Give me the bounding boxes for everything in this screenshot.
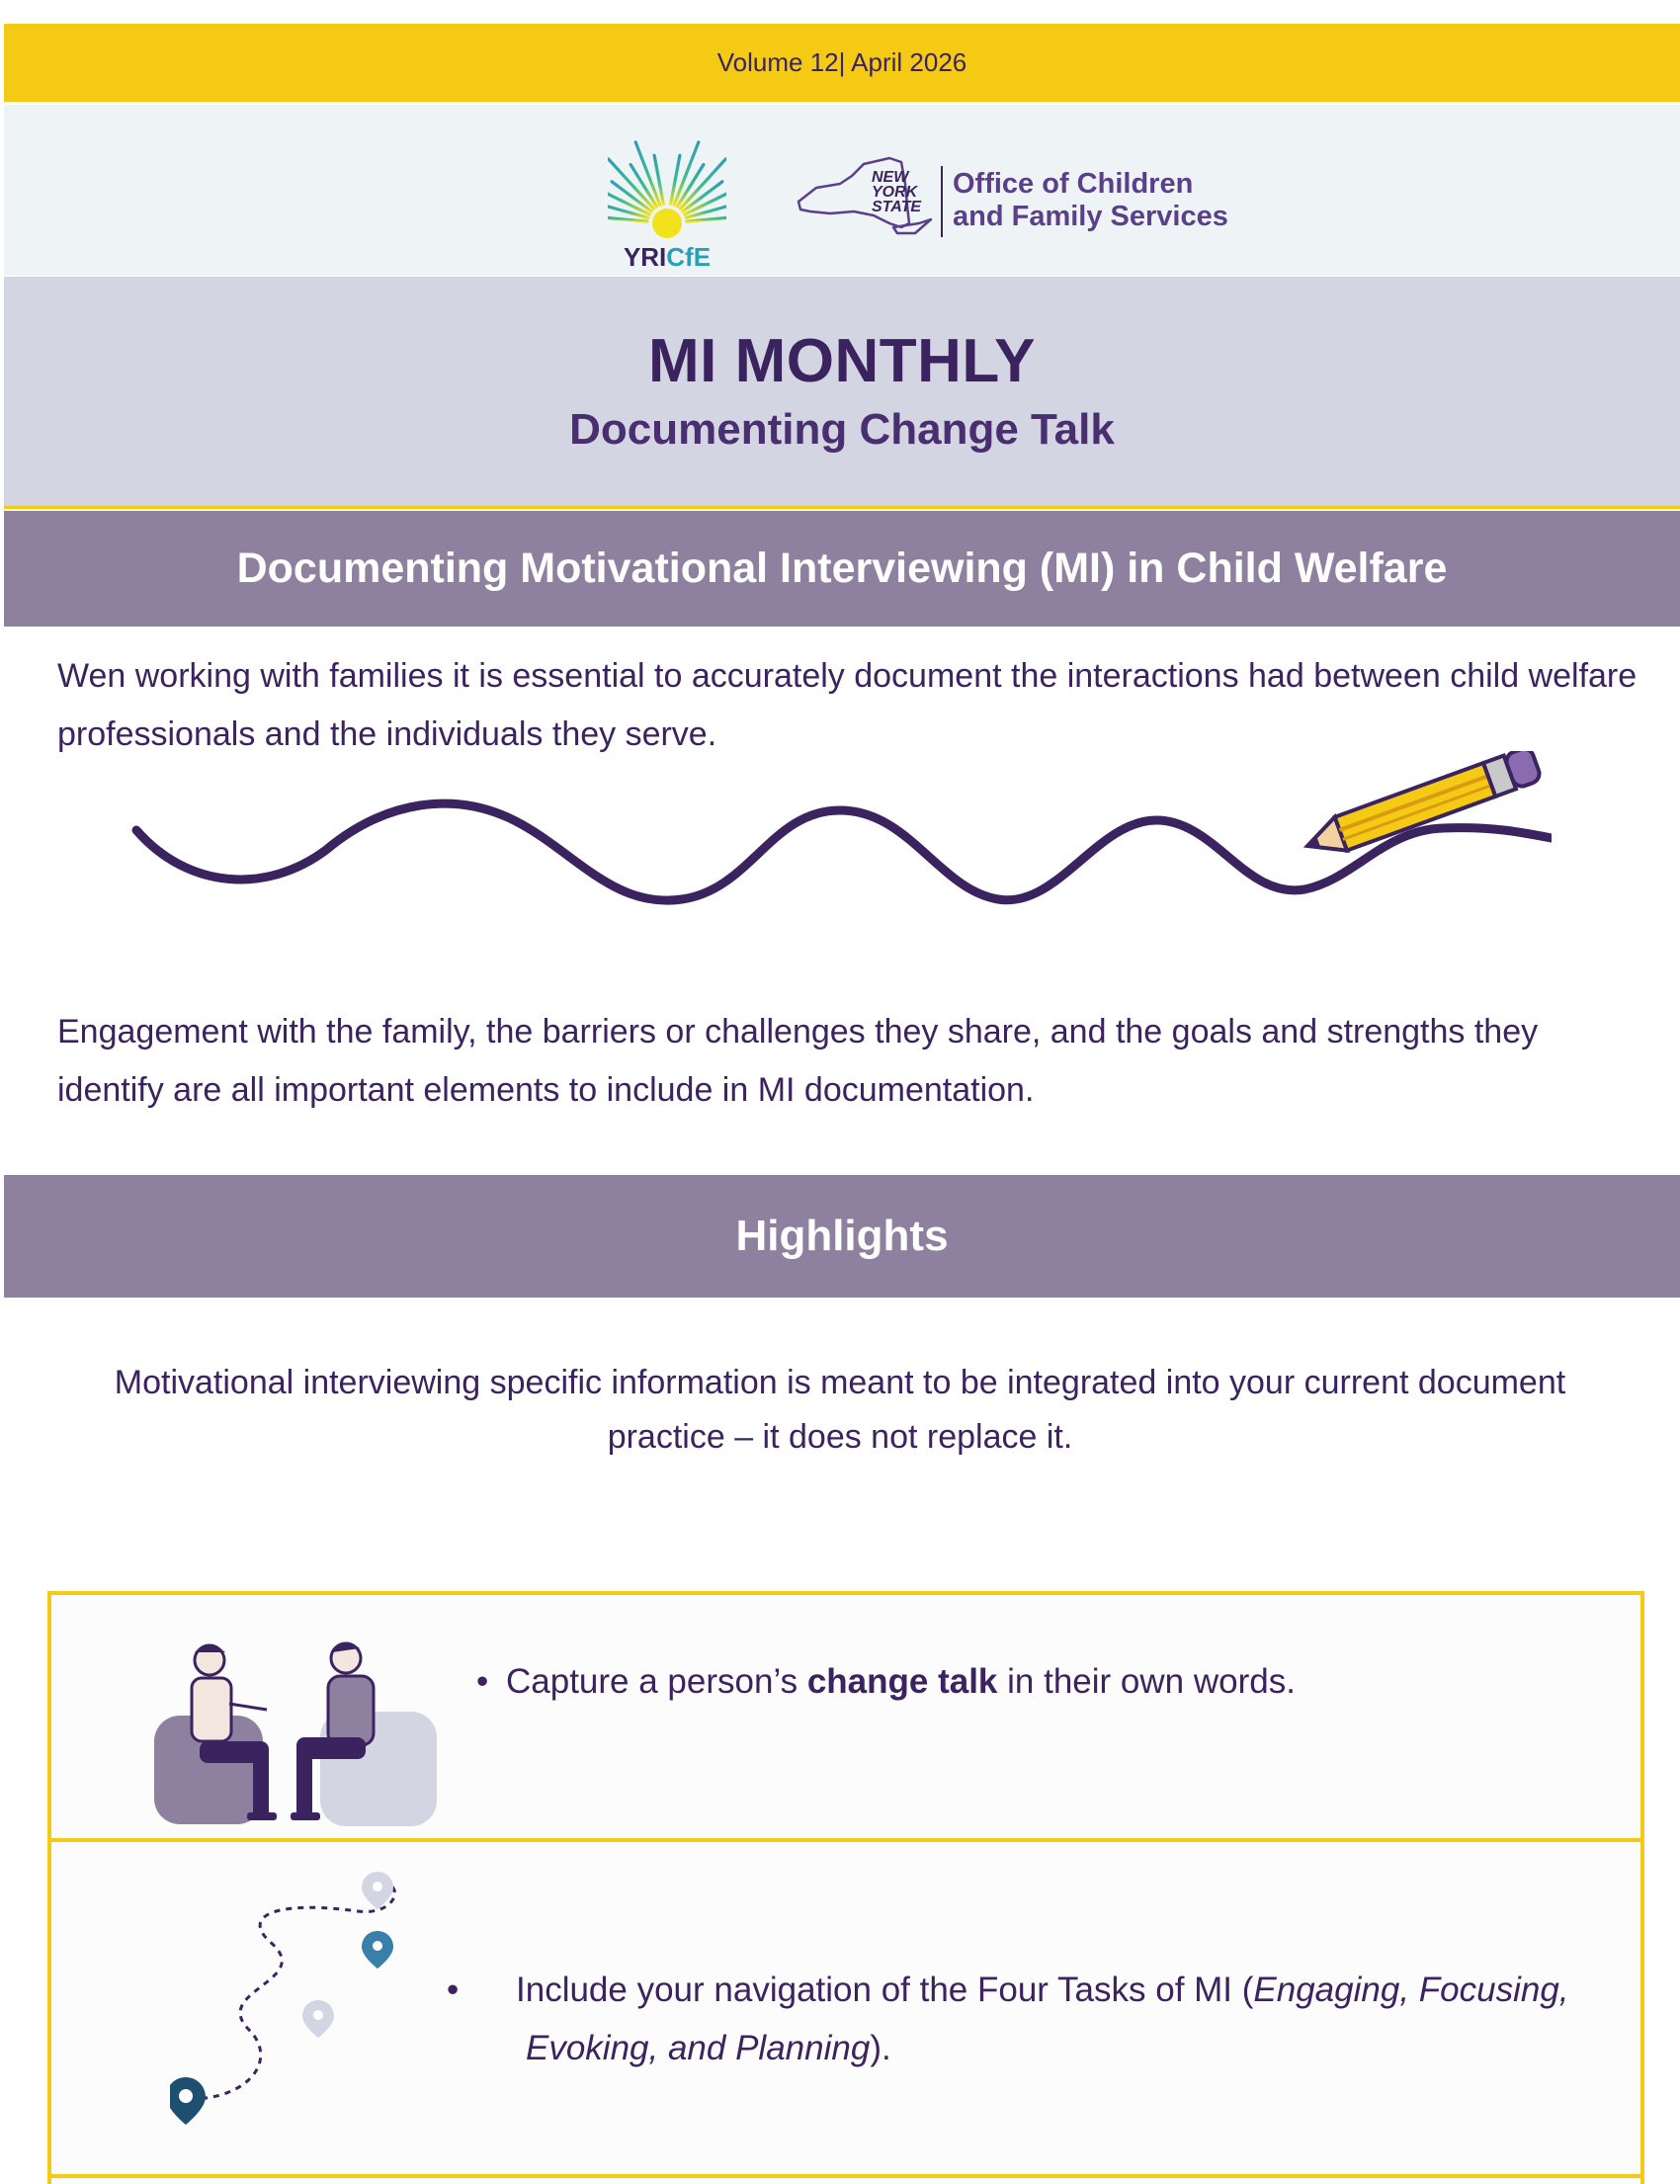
nys-wordmark: NEW YORK STATE (872, 169, 922, 215)
map-pin-icon (170, 2077, 206, 2125)
newsletter-title: MI MONTHLY (648, 327, 1036, 395)
ocfs-logo (795, 154, 1249, 253)
intro-paragraph: Wen working with families it is essential to accurately document the interactions had between child welfare professionals and the individuals they serve. (57, 657, 1638, 753)
newsletter-subtitle: Documenting Change Talk (569, 405, 1115, 454)
sunburst-icon (608, 132, 726, 243)
map-pin-icon (362, 1931, 393, 1969)
logo-band (4, 105, 1680, 276)
pencil-line-illustration (128, 751, 1552, 929)
highlight-row (51, 1842, 1640, 2178)
section-heading-documenting: Documenting Motivational Interviewing (MI) in Child Welfare (4, 511, 1680, 627)
yricfe-logo (608, 132, 726, 273)
highlights-intro: Motivational interviewing specific information is meant to be integrated into your current document practice – it does not replace it. (114, 1364, 1566, 1456)
highlight-item-change-talk: • Capture a person’s change talk in their own words. (476, 1662, 1296, 1701)
yricfe-wordmark: YRICfE (623, 242, 712, 272)
highlight-row (51, 1595, 1640, 1842)
map-path-pins-icon (170, 1862, 447, 2158)
ocfs-wordmark: Office of Children and Family Services (953, 168, 1228, 232)
sun-ray (685, 185, 726, 214)
map-pin-icon (362, 1872, 393, 1909)
map-pin-icon (302, 2000, 334, 2038)
highlight-item-four-tasks: • Include your navigation of the Four Tasks of MI (Engaging, Focusing, Evoking, and Planning). (447, 1971, 1569, 2067)
title-band (4, 277, 1680, 509)
engagement-paragraph: Engagement with the family, the barriers or challenges they share, and the goals and strengths they identify are all important elements to include in MI documentation. (57, 1013, 1539, 1109)
issue-text: Volume 12| April 2026 (716, 47, 967, 77)
pencil-icon (1302, 751, 1542, 863)
highlights-table (47, 1591, 1644, 2184)
sun-ray (608, 185, 649, 214)
counseling-conversation-icon (140, 1633, 457, 1830)
section-heading-highlights: Highlights (4, 1175, 1680, 1298)
issue-banner (4, 24, 1680, 102)
logo-divider (941, 166, 943, 237)
